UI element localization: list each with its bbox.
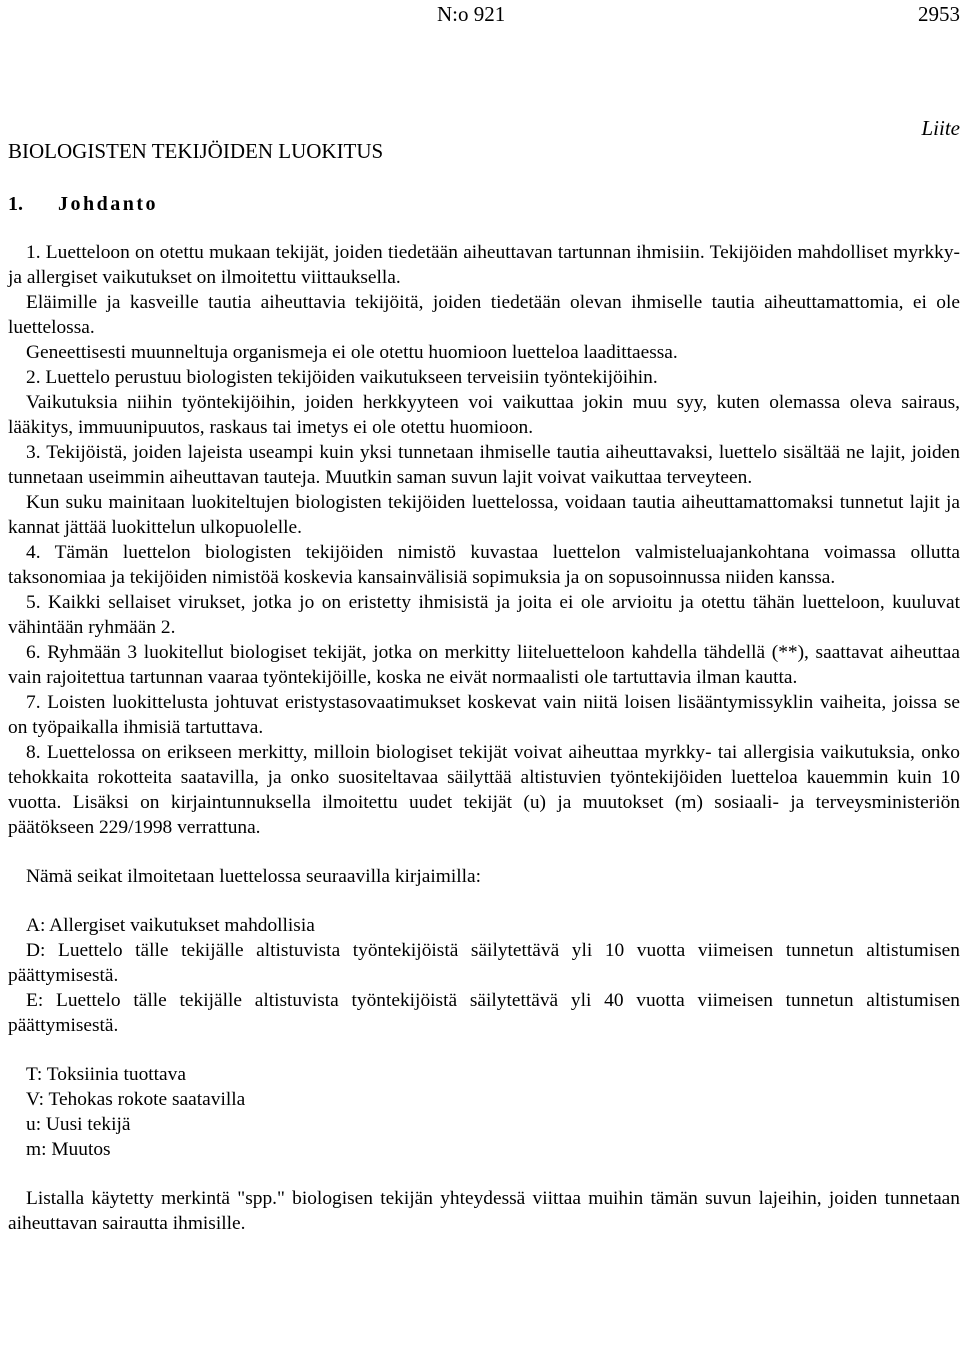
notation-item: T: Toksiinia tuottava bbox=[26, 1064, 186, 1085]
document-title: BIOLOGISTEN TEKIJÖIDEN LUOKITUS bbox=[8, 139, 384, 163]
paragraph: 6. Ryhmään 3 luokitellut biologiset tekijät, jotka on merkitty liiteluetteloon kahdella tähdellä (**), saattavat aiheuttaa vain rajoitettua tartunnan vaaraa työntekijöille, koska ne eivät normaalisti ole tartuttavia ilman kautta. bbox=[8, 642, 960, 688]
notation-item: V: Tehokas rokote saatavilla bbox=[26, 1089, 246, 1110]
paragraph: 3. Tekijöistä, joiden lajeista useampi kuin yksi tunnetaan ihmiselle tautia aiheuttavaksi, luettelo sisältää ne lajit, joiden tunnetaan useimmin aiheuttavan tauteja. Muutkin saman suvun lajit voivat vaikuttaa terveyteen. bbox=[8, 442, 960, 488]
issue-number: N:o 921 bbox=[437, 2, 506, 26]
document-body bbox=[8, 240, 960, 1236]
section-title: Johdanto bbox=[58, 193, 159, 215]
spacer bbox=[8, 1038, 960, 1062]
paragraph: 2. Luettelo perustuu biologisten tekijöiden vaikutukseen terveisiin työntekijöihin. bbox=[26, 367, 658, 388]
notation-item: m: Muutos bbox=[26, 1139, 111, 1160]
paragraph: 7. Loisten luokittelusta johtuvat eristystasovaatimukset koskevat vain niitä loisen lisääntymissyklin vaiheita, joissa se on työpaikalla ihmisiä tartuttava. bbox=[8, 692, 960, 738]
spacer bbox=[8, 1162, 960, 1186]
paragraph: 8. Luettelossa on erikseen merkitty, milloin biologiset tekijät voivat aiheuttaa myrkky- tai allergisia vaikutuksia, onko tehokkaita rokotteita saatavilla, ja onko suositeltavaa säilyttää altistuvien työntekijöiden luetteloa kauemmin kuin 10 vuotta. Lisäksi on kirjaintunnuksella ilmoitettu uudet tekijät (u) ja muutokset (m) sosiaali- ja terveysministeriön päätökseen 229/1998 verrattuna. bbox=[8, 742, 960, 838]
page-number: 2953 bbox=[918, 2, 960, 26]
notation-item: A: Allergiset vaikutukset mahdollisia bbox=[26, 915, 315, 936]
paragraph: 5. Kaikki sellaiset virukset, jotka jo on eristetty ihmisistä ja joita ei ole arvioitu ja otettu tähän luetteloon, kuuluvat vähintään ryhmään 2. bbox=[8, 592, 960, 638]
closing-paragraph: Listalla käytetty merkintä "spp." biologisen tekijän yhteydessä viittaa muihin tämän suvun lajeihin, joiden tunnetaan aiheuttavan sairautta ihmisille. bbox=[8, 1188, 960, 1234]
paragraph: 4. Tämän luettelon biologisten tekijöiden nimistö kuvastaa luettelon valmisteluajankohtana voimassa ollutta taksonomiaa ja tekijöiden nimistöä koskevia kansainvälisiä sopimuksia ja on sopusoinnussa niiden kanssa. bbox=[8, 542, 960, 588]
spacer bbox=[8, 840, 960, 864]
notation-item: D: Luettelo tälle tekijälle altistuvista työntekijöistä säilytettävä yli 10 vuotta viimeisen tunnetun altistumisen päättymisestä. bbox=[8, 940, 960, 986]
paragraph: 1. Luetteloon on otettu mukaan tekijät, joiden tiedetään aiheuttavan tartunnan ihmisiin. Tekijöiden mahdolliset myrkky- ja allergiset vaikutukset on ilmoitettu viittauksella. bbox=[8, 242, 960, 288]
notation-item: u: Uusi tekijä bbox=[26, 1114, 131, 1135]
paragraph: Vaikutuksia niihin työntekijöihin, joiden herkkyyteen voi vaikuttaa jokin muu syy, kuten olemassa oleva sairaus, lääkitys, immuunipuutos, raskaus tai imetys ei ole otettu huomioon. bbox=[8, 392, 960, 438]
section-number: 1. bbox=[8, 193, 23, 215]
paragraph: Eläimille ja kasveille tautia aiheuttavia tekijöitä, joiden tiedetään olevan ihmiselle tautia aiheuttamattomia, ei ole luettelossa. bbox=[8, 292, 960, 338]
appendix-label: Liite bbox=[921, 116, 960, 140]
paragraph: Kun suku mainitaan luokiteltujen biologisten tekijöiden luettelossa, voidaan tautia aiheuttamattomaksi tunnetut lajit ja kannat jättää luokittelun ulkopuolelle. bbox=[8, 492, 960, 538]
notation-intro: Nämä seikat ilmoitetaan luettelossa seuraavilla kirjaimilla: bbox=[26, 866, 481, 887]
spacer bbox=[8, 889, 960, 913]
section-heading bbox=[8, 191, 158, 217]
notation-item: E: Luettelo tälle tekijälle altistuvista työntekijöistä säilytettävä yli 40 vuotta viimeisen tunnetun altistumisen päättymisestä. bbox=[8, 990, 960, 1036]
paragraph: Geneettisesti muunneltuja organismeja ei ole otettu huomioon luetteloa laadittaessa. bbox=[26, 342, 678, 363]
